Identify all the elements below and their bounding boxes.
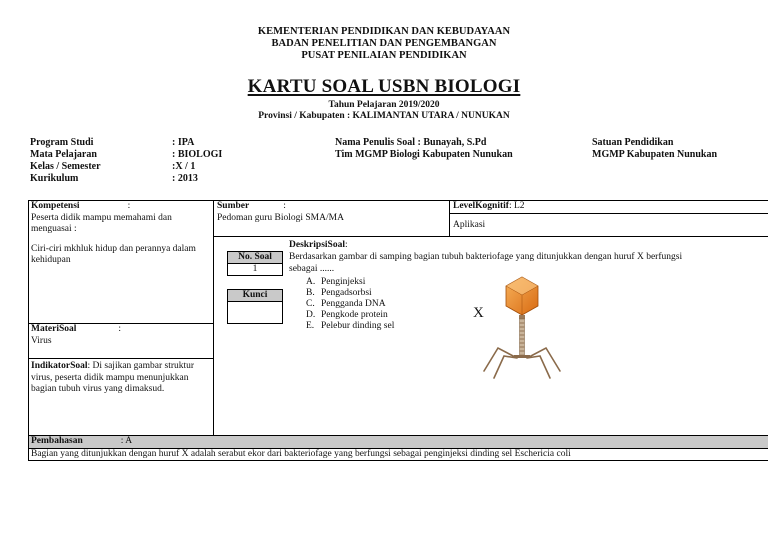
unit-label: Satuan Pendidikan [592,137,674,148]
option-c: C. Pengganda DNA [306,299,386,309]
table-border [28,358,214,359]
page-title: KARTU SOAL USBN BIOLOGI [247,76,521,97]
option-a: A. Penginjeksi [306,277,366,287]
option-b: B. Pengadsorbsi [306,288,372,298]
kompetensi-detail: Ciri-ciri mkhluk hidup dan perannya dalam kehidupan [31,243,196,265]
deskripsi-heading: DeskripsiSoal: [289,240,348,250]
option-e: E. Pelebur dinding sel [306,321,395,331]
agency-line: BADAN PENELITIAN DAN PENGEMBANGAN [271,38,497,49]
figure-label-x: X [473,305,484,321]
meta-left [30,137,222,185]
materi-value: Virus [31,335,52,346]
level-heading: LevelKognitif: L2 [453,201,525,211]
sumber-heading: Sumber : [217,201,286,211]
kompetensi-cell [31,201,209,267]
pembahasan-heading: Pembahasan : A [31,436,133,446]
pembahasan-bar [29,436,768,448]
kompetensi-heading: Kompetensi : [31,201,131,211]
kunci-label: Kunci [227,289,283,302]
materi-cell [31,324,209,347]
meta-right [592,137,717,161]
school-year: Tahun Pelajaran 2019/2020 [328,100,440,110]
table-border [28,200,29,460]
meta-row: Program Studi : IPA [30,137,195,148]
nosoal-label: No. Soal [227,251,283,264]
table-border [449,213,768,214]
center-line: PUSAT PENILAIAN PENDIDIKAN [301,50,467,61]
pembahasan-text: Bagian yang ditunjukkan dengan huruf X adalah serabut ekor dari bakteriofage yang berfungsi sebagai penginjeksi dinding sel Eschericia coli [31,449,571,459]
table-border [449,200,450,236]
table-border [213,236,768,237]
phage-collar [519,315,525,319]
indikator-cell: IndikatorSoal: Di sajikan gambar struktur virus, peserta didik mampu menunjukkan bagian tubuh virus yang dimaksud. [31,361,195,394]
materi-heading: MateriSoal : [31,324,122,334]
phage-head [506,277,538,315]
sumber-text: Pedoman guru Biologi SMA/MA [217,212,344,223]
meta-row: Kelas / Semester :X / 1 [30,161,196,172]
sumber-cell [217,201,445,224]
author-line: Nama Penulis Soal : Bunayah, S.Pd [335,137,487,148]
kunci-value [227,301,283,324]
nosoal-value: 1 [227,263,283,276]
meta-row: Kurikulum : 2013 [30,173,198,184]
phage-tail [520,319,525,355]
kompetensi-text: Peserta didik mampu memahami dan menguasai : [31,212,172,234]
team-line: Tim MGMP Biologi Kabupaten Nunukan [335,149,513,160]
options-list [306,277,394,332]
region-line: Provinsi / Kabupaten : KALIMANTAN UTARA / NUNUKAN [258,111,510,121]
meta-middle [335,137,513,161]
option-d: D. Pengkode protein [306,310,388,320]
bacteriophage-figure [478,274,566,380]
ministry-line: KEMENTERIAN PENDIDIKAN DAN KEBUDAYAAN [257,26,511,37]
question-text: Berdasarkan gambar di samping bagian tubuh bakteriofage yang ditunjukkan dengan huruf X berfungsi sebagai ...... [289,252,683,274]
meta-row: Mata Pelajaran : BIOLOGI [30,149,223,160]
level-desc: Aplikasi [453,220,486,230]
unit-value: MGMP Kabupaten Nunukan [592,149,718,160]
